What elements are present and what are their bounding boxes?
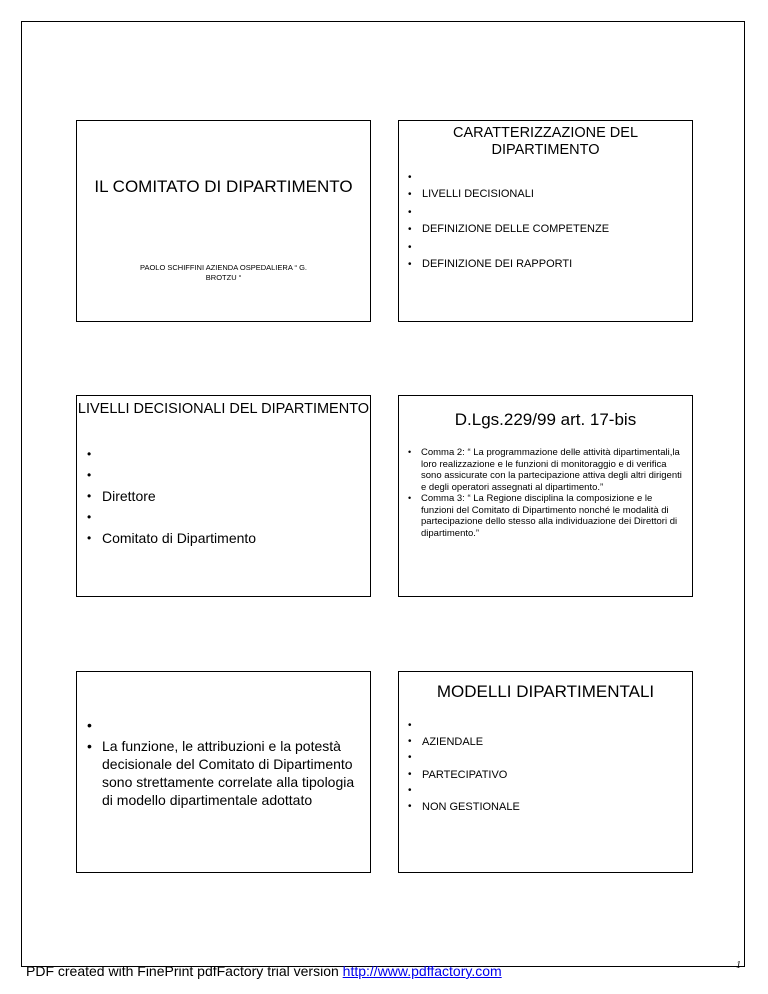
- bullet-item: [408, 783, 520, 799]
- bullet-item: [408, 750, 520, 766]
- slide-5-bullet-list: [87, 716, 360, 812]
- bullet-item: [87, 507, 256, 528]
- slide-2-bullet-list: [408, 169, 609, 273]
- bullet-item: • Direttore: [87, 486, 256, 507]
- bullet-item: [408, 718, 520, 734]
- slide-4-bullet-list: [408, 447, 682, 539]
- slide-6-bullet-list: [408, 718, 520, 815]
- bullet-item: • Comma 2: “ La programmazione delle attività dipartimentali,la loro realizzazione e le funzioni di monitoraggio e di verifica sono assicurate con la partecipazione attiva degli altri dirigenti e degli operatori assegnati al dipartimento.”: [408, 447, 682, 493]
- bullet-item: • Comma 3: “ La Regione disciplina la composizione e le funzioni del Comitato di Dipartimento nonché le modalità di partecipazione dello stesso alla individuazione dei Direttori di dipartimento.”: [408, 493, 682, 539]
- slide-3-bullet-list: [87, 444, 256, 549]
- bullet-item: • Comitato di Dipartimento: [87, 528, 256, 549]
- bullet-item: [87, 716, 360, 734]
- bullet-item: • NON GESTIONALE: [408, 799, 520, 815]
- bullet-item: • DEFINIZIONE DEI RAPPORTI: [408, 256, 609, 273]
- page-number: 1: [736, 960, 741, 971]
- slide-6-title: MODELLI DIPARTIMENTALI: [436, 682, 655, 701]
- bullet-item: [87, 465, 256, 486]
- bullet-item: [408, 169, 609, 186]
- bullet-item: [87, 444, 256, 465]
- footer-link[interactable]: http://www.pdffactory.com: [342, 963, 502, 979]
- bullet-item: • PARTECIPATIVO: [408, 767, 520, 783]
- bullet-item: • La funzione, le attribuzioni e la potestà decisionale del Comitato di Dipartimento sono strettamente correlate alla tipologia di modello dipartimentale adottato: [87, 737, 360, 809]
- slide-3-title: LIVELLI DECISIONALI DEL DIPARTIMENTO: [77, 401, 370, 417]
- bullet-item: • AZIENDALE: [408, 734, 520, 750]
- pdf-footer: [26, 963, 502, 979]
- bullet-item: • LIVELLI DECISIONALI: [408, 186, 609, 203]
- slide-1-title: IL COMITATO DI DIPARTIMENTO: [94, 177, 353, 196]
- bullet-item: [408, 204, 609, 221]
- slide-4-title: D.Lgs.229/99 art. 17-bis: [454, 410, 637, 429]
- slide-livelli-decisionali: [76, 395, 371, 597]
- slide-1-author: PAOLO SCHIFFINI AZIENDA OSPEDALIERA “ G. BROTZU “: [140, 263, 307, 282]
- bullet-item: [408, 239, 609, 256]
- slide-funzione: [76, 671, 371, 873]
- bullet-item: • DEFINIZIONE DELLE COMPETENZE: [408, 221, 609, 238]
- slide-2-title: CARATTERIZZAZIONE DEL DIPARTIMENTO: [452, 125, 639, 158]
- slide-title: [76, 120, 371, 322]
- slide-modelli: [398, 671, 693, 873]
- slide-dlgs: [398, 395, 693, 597]
- footer-text: PDF created with FinePrint pdfFactory trial version: [26, 963, 343, 979]
- slide-caratterizzazione: [398, 120, 693, 322]
